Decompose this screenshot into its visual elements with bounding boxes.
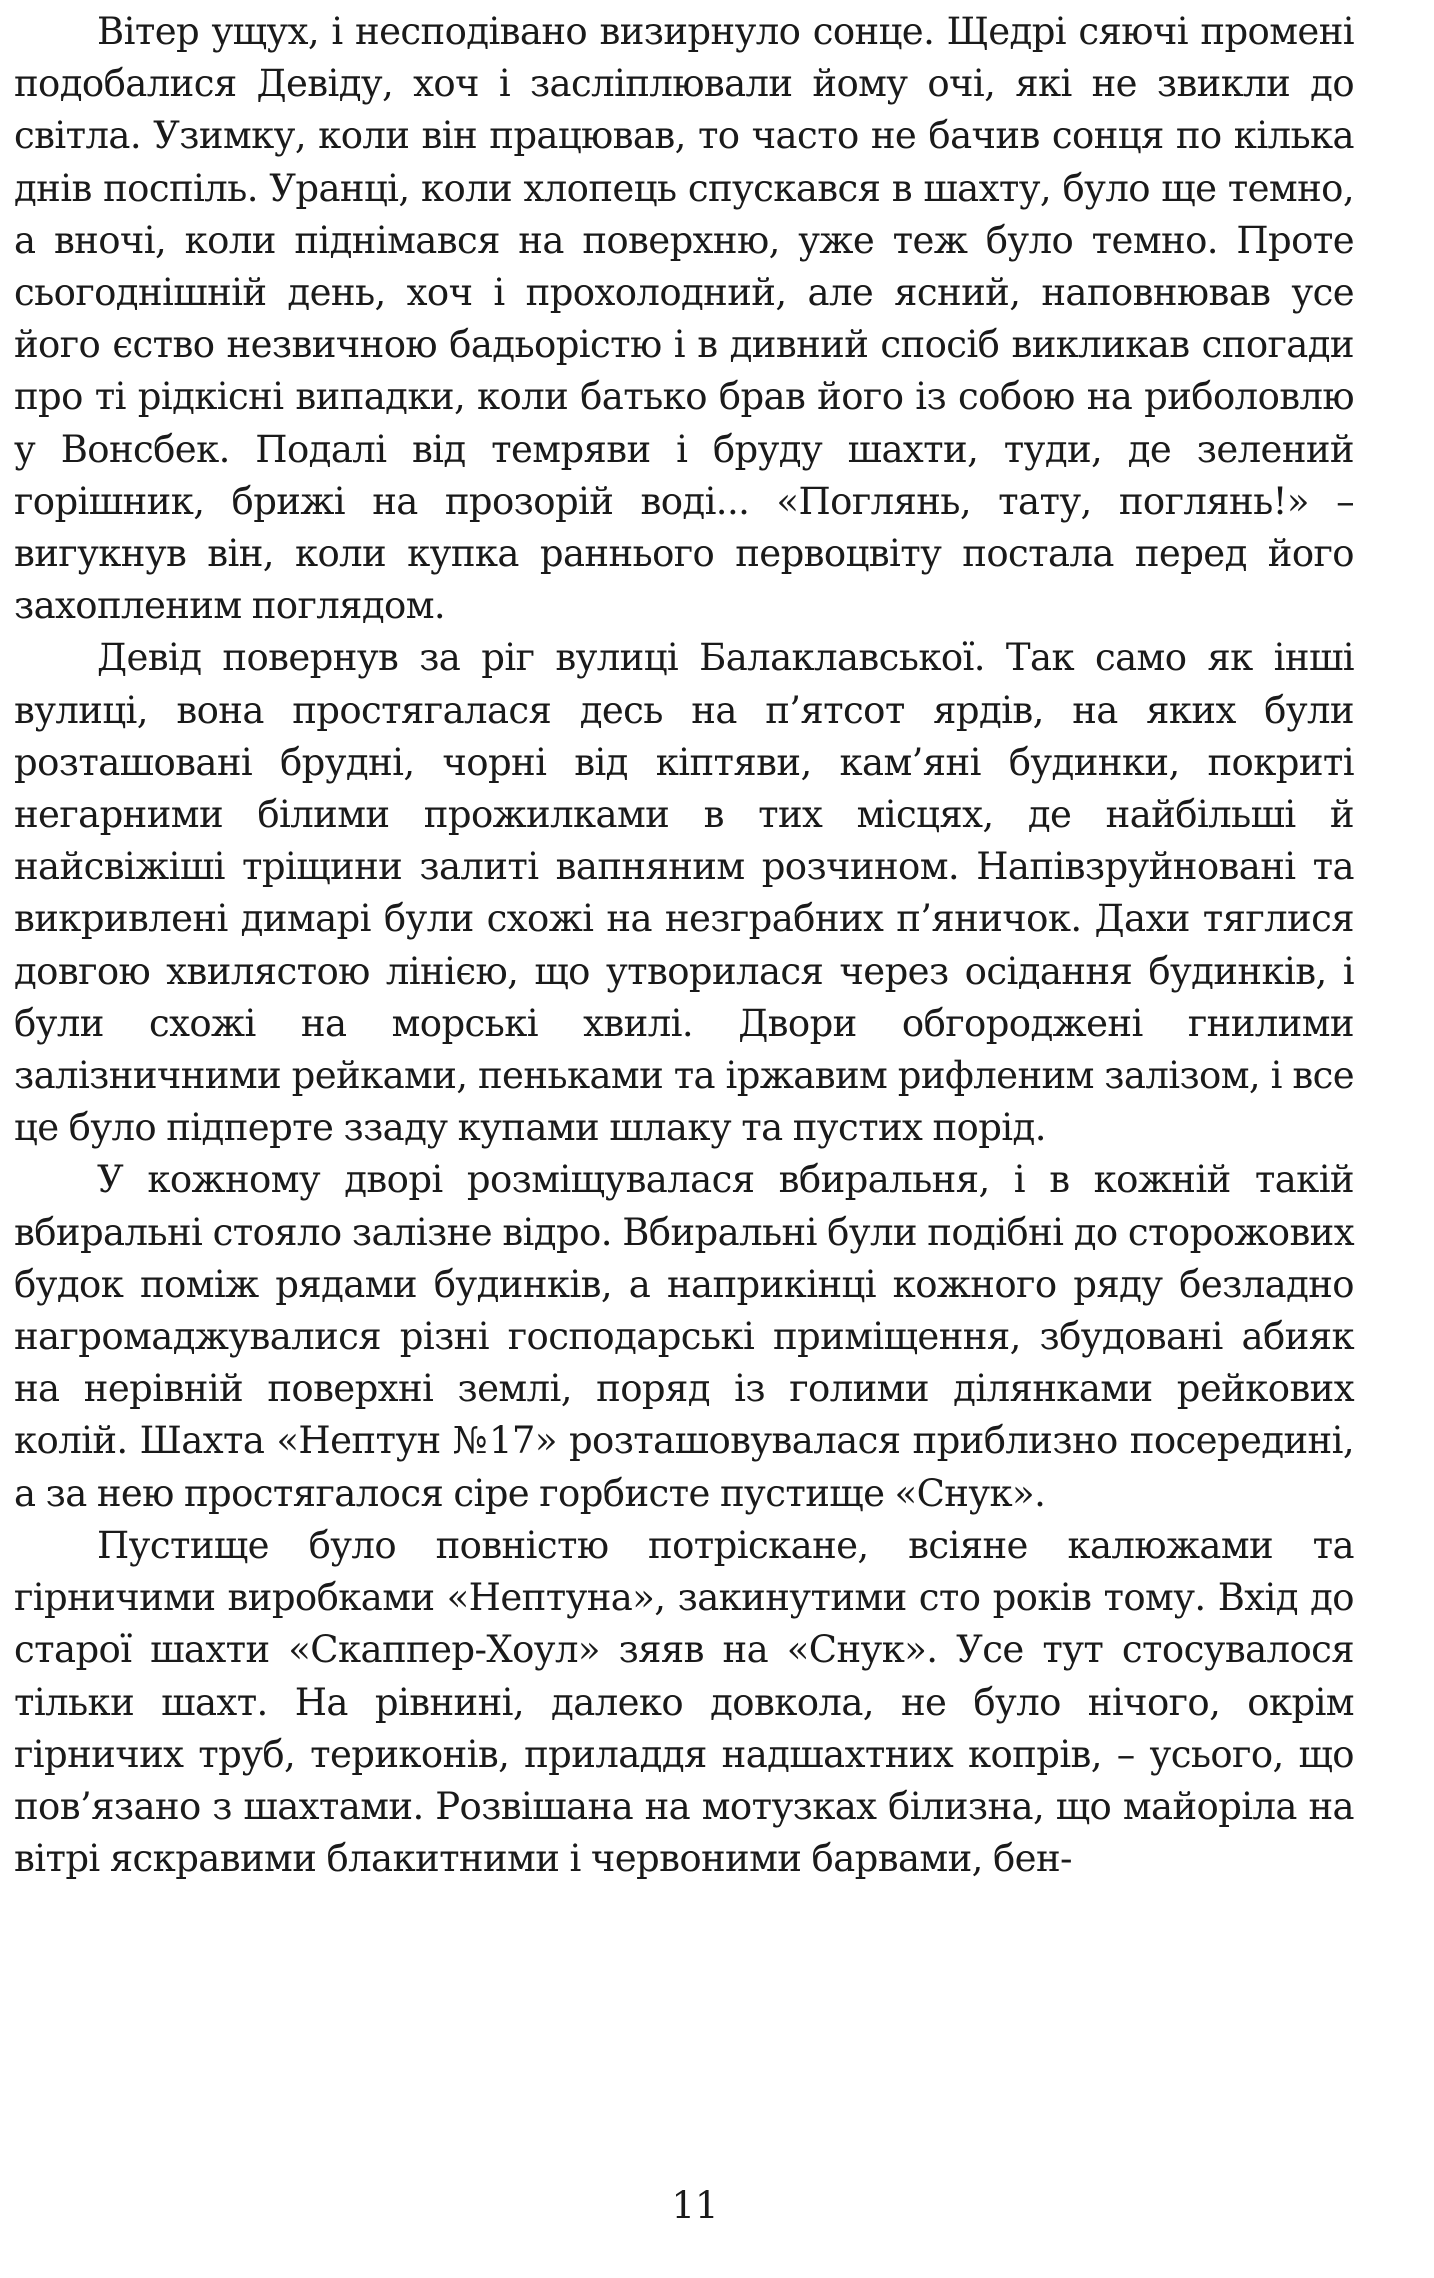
paragraph-1: Вітер ущух, і несподівано визирнуло сонце. Щедрі сяючі промені подобалися Девіду, хоч і засліплювали йому очі, які не звикли до світла. Узимку, коли він працював, то часто не бачив сонця по кілька днів поспіль. Уранці, коли хлопець спускався в шахту, було ще темно, а вночі, коли піднімався на поверхню, уже теж було темно. Проте сьогоднішній день, хоч і прохолодний, але ясний, наповнював усе його єство незвичною бадьорістю і в дивний спосіб викликав спогади про ті рідкісні випадки, коли батько брав його із собою на риболовлю у Вонсбек. Подалі від темряви і бруду шахти, туди, де зелений горішник, брижі на прозорій воді... «Поглянь, тату, поглянь!» – вигукнув він, коли купка раннього первоцвіту постала перед його захопленим поглядом. xyxy=(14,10,1354,628)
paragraph-2: Девід повернув за ріг вулиці Балаклавської. Так само як інші вулиці, вона простягалася десь на п’ятсот ярдів, на яких були розташовані брудні, чорні від кіптяви, кам’яні будинки, покриті негарними білими прожилками в тих місцях, де найбільші й найсвіжіші тріщини залиті вапняним розчином. Напівзруйновані та викривлені димарі були схожі на незграбних п’яничок. Дахи тяглися довгою хвилястою лінією, що утворилася через осідання будинків, і були схожі на морські хвилі. Двори обгороджені гнилими залізничними рейками, пеньками та іржавим рифленим залізом, і все це було підперте ззаду купами шлаку та пустих порід. xyxy=(14,636,1354,1150)
page-number: 11 xyxy=(671,2184,719,2227)
paragraph-4: Пустище було повністю потріскане, всіяне калюжами та гірничими виробками «Нептуна», закинутими сто років тому. Вхід до старої шахти «Скаппер-Хоул» зяяв на «Снук». Усе тут стосувалося тільки шахт. На рівнині, далеко довкола, не було нічого, окрім гірничих труб, териконів, приладдя надшахтних копрів, – усього, що пов’язано з шахтами. Розвішана на мотузках білизна, що майоріла на вітрі яскравими блакитними і червоними барвами, бен- xyxy=(14,1523,1354,1881)
paragraph-3: У кожному дворі розміщувалася вбиральня, і в кожній такій вбиральні стояло залізне відро. Вбиральні були подібні до сторожових будок поміж рядами будинків, а наприкінці кожного ряду безладно нагромаджувалися різні господарські приміщення, збудовані абияк на нерівній поверхні землі, поряд із голими ділянками рейкових колій. Шахта «Нептун №17» розташовувалася приблизно посередині, а за нею простягалося сіре горбисте пустище «Снук». xyxy=(14,1158,1354,1515)
body-text xyxy=(14,6,1354,1885)
